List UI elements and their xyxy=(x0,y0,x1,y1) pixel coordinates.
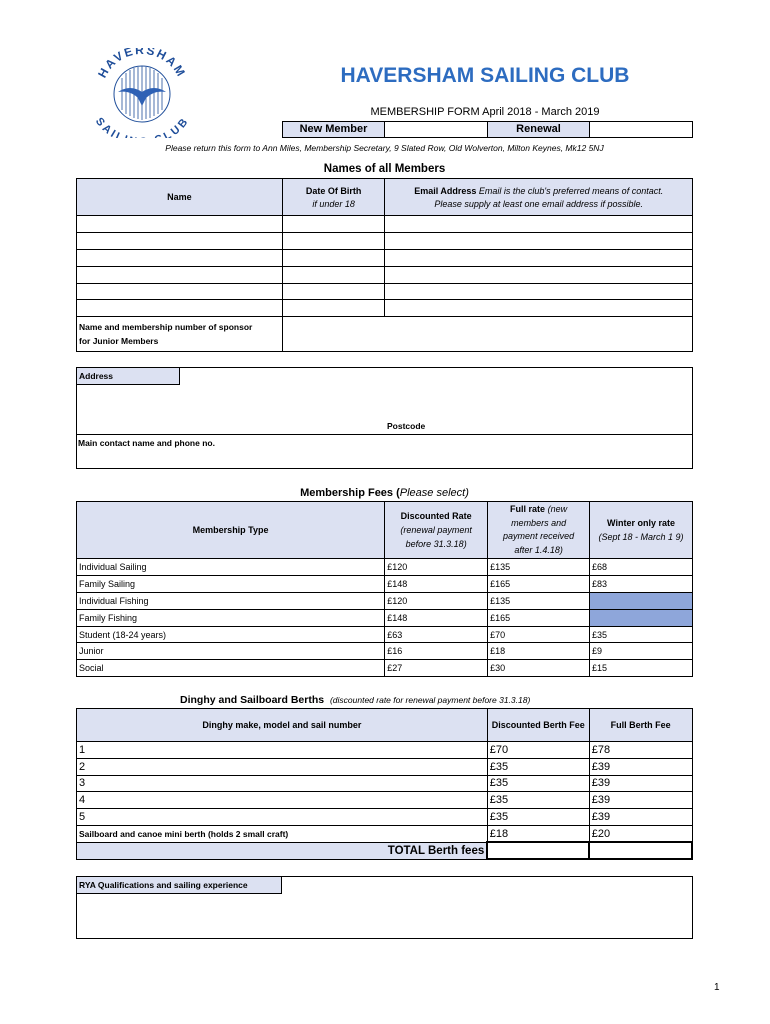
fee-row[interactable] xyxy=(77,609,693,626)
renewal-checkbox[interactable] xyxy=(589,121,693,138)
member-row[interactable] xyxy=(77,249,693,266)
fee-row[interactable] xyxy=(77,626,693,643)
berth-row[interactable] xyxy=(77,825,693,842)
fees-title: Membership Fees (Please select) xyxy=(300,487,469,499)
col-discounted-berth: Discounted Berth Fee xyxy=(487,709,589,742)
fee-winter-unavailable xyxy=(590,592,693,609)
berths-title: Dinghy and Sailboard Berths (discounted rate for renewal payment before 31.3.18) xyxy=(180,694,531,706)
member-row[interactable] xyxy=(77,300,693,317)
fee-type: Individual Sailing xyxy=(77,559,385,576)
fee-type: Junior xyxy=(77,643,385,660)
fee-winter[interactable]: £35 xyxy=(590,626,693,643)
fee-discounted[interactable]: £16 xyxy=(385,643,488,660)
fee-row[interactable] xyxy=(77,643,693,660)
fee-winter[interactable]: £68 xyxy=(590,559,693,576)
new-member-label: New Member xyxy=(282,121,385,138)
berths-table xyxy=(76,708,693,860)
address-label: Address xyxy=(76,367,180,385)
total-berth-full-input[interactable] xyxy=(589,842,692,859)
fee-type: Student (18-24 years) xyxy=(77,626,385,643)
member-row[interactable] xyxy=(77,283,693,300)
fee-type: Social xyxy=(77,660,385,677)
member-row[interactable] xyxy=(77,216,693,233)
fee-discounted[interactable]: £63 xyxy=(385,626,488,643)
berth-full[interactable]: £39 xyxy=(589,809,692,826)
col-discounted-rate: Discounted Rate (renewal payment before 31.3.18) xyxy=(385,502,488,559)
members-table xyxy=(76,178,693,352)
berth-label[interactable]: Sailboard and canoe mini berth (holds 2 small craft) xyxy=(77,825,488,842)
return-note: Please return this form to Ann Miles, Membership Secretary, 9 Slated Row, Old Wolverton, Milton Keynes, Mk12 5NJ xyxy=(165,143,604,153)
berth-full[interactable]: £39 xyxy=(589,792,692,809)
rya-label: RYA Qualifications and sailing experience xyxy=(76,876,282,894)
fee-discounted[interactable]: £120 xyxy=(385,592,488,609)
form-title: MEMBERSHIP FORM April 2018 - March 2019 xyxy=(370,106,600,118)
fee-discounted[interactable]: £27 xyxy=(385,660,488,677)
fee-row[interactable] xyxy=(77,559,693,576)
berth-discounted[interactable]: £35 xyxy=(487,809,589,826)
club-logo xyxy=(88,48,196,138)
fee-full[interactable]: £165 xyxy=(488,575,590,592)
fee-full[interactable]: £165 xyxy=(488,609,590,626)
new-member-checkbox[interactable] xyxy=(384,121,488,138)
fee-winter-unavailable xyxy=(590,609,693,626)
fee-row[interactable] xyxy=(77,575,693,592)
total-berth-input[interactable] xyxy=(487,842,589,859)
member-row[interactable] xyxy=(77,266,693,283)
berth-full[interactable]: £39 xyxy=(589,758,692,775)
fee-full[interactable]: £70 xyxy=(488,626,590,643)
fee-winter[interactable]: £15 xyxy=(590,660,693,677)
col-full-rate: Full rate (new members and payment received after 1.4.18) xyxy=(488,502,590,559)
address-divider xyxy=(76,434,693,435)
col-membership-type: Membership Type xyxy=(77,502,385,559)
postcode-label: Postcode xyxy=(387,421,426,431)
berth-total-row xyxy=(77,842,693,859)
renewal-label: Renewal xyxy=(487,121,590,138)
fee-discounted[interactable]: £120 xyxy=(385,559,488,576)
fees-table xyxy=(76,501,693,677)
berth-full[interactable]: £78 xyxy=(589,742,692,759)
members-section-title: Names of all Members xyxy=(323,163,446,175)
sponsor-label: Name and membership number of sponsor for Junior Members xyxy=(77,317,283,352)
berth-row[interactable] xyxy=(77,775,693,792)
fee-discounted[interactable]: £148 xyxy=(385,609,488,626)
berth-row[interactable] xyxy=(77,792,693,809)
berth-label[interactable]: 2 xyxy=(77,758,488,775)
fee-type: Family Fishing xyxy=(77,609,385,626)
fee-full[interactable]: £18 xyxy=(488,643,590,660)
page-number: 1 xyxy=(714,982,720,993)
berth-row[interactable] xyxy=(77,758,693,775)
berth-label[interactable]: 5 xyxy=(77,809,488,826)
fee-row[interactable] xyxy=(77,592,693,609)
club-title: HAVERSHAM SAILING CLUB xyxy=(340,64,630,87)
fee-type: Individual Fishing xyxy=(77,592,385,609)
col-winter-rate: Winter only rate (Sept 18 - March 1 9) xyxy=(590,502,693,559)
berth-row[interactable] xyxy=(77,742,693,759)
logo-ring-top: HAVERSHAM xyxy=(95,48,189,81)
sponsor-input[interactable] xyxy=(282,317,692,352)
col-name-header: Name xyxy=(77,179,283,216)
berth-discounted[interactable]: £35 xyxy=(487,792,589,809)
berth-label[interactable]: 3 xyxy=(77,775,488,792)
berth-label[interactable]: 4 xyxy=(77,792,488,809)
berth-row[interactable] xyxy=(77,809,693,826)
fee-winter[interactable]: £83 xyxy=(590,575,693,592)
berth-full[interactable]: £20 xyxy=(589,825,692,842)
fee-full[interactable]: £135 xyxy=(488,592,590,609)
fee-row[interactable] xyxy=(77,660,693,677)
logo-ring-bottom: SAIL LUB xyxy=(92,115,192,138)
berth-label[interactable]: 1 xyxy=(77,742,488,759)
berth-full[interactable]: £39 xyxy=(589,775,692,792)
berth-discounted[interactable]: £18 xyxy=(487,825,589,842)
col-full-berth: Full Berth Fee xyxy=(589,709,692,742)
berth-discounted[interactable]: £70 xyxy=(487,742,589,759)
contact-label: Main contact name and phone no. xyxy=(78,438,215,448)
fee-discounted[interactable]: £148 xyxy=(385,575,488,592)
berth-discounted[interactable]: £35 xyxy=(487,758,589,775)
col-dob-header: Date Of Birth if under 18 xyxy=(282,179,385,216)
col-dinghy-make: Dinghy make, model and sail number xyxy=(77,709,488,742)
fee-full[interactable]: £30 xyxy=(488,660,590,677)
col-email-header: Email Address Email is the club's preferred means of contact. Please supply at least one email address if possible. xyxy=(385,179,693,216)
total-berth-label: TOTAL Berth fees xyxy=(77,842,488,859)
berth-discounted[interactable]: £35 xyxy=(487,775,589,792)
fee-full[interactable]: £135 xyxy=(488,559,590,576)
fee-winter[interactable]: £9 xyxy=(590,643,693,660)
fee-type: Family Sailing xyxy=(77,575,385,592)
member-row[interactable] xyxy=(77,232,693,249)
